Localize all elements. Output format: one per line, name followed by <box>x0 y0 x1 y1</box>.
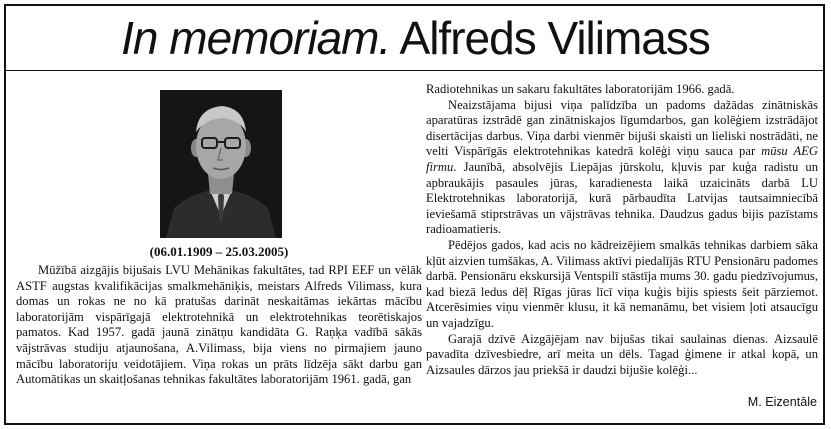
paragraph-text: . Jaunībā, absolvējis Liepājas jūrskolu, kļuvis par kuģa radistu un apbraukājis pasaules jūras, karadienesta laikā uzaicināts darbā LU Elektrotehnikas laboratorijā, kurā pārbaudīta Latvijas tautsaimniecībā ieviešamā stiprstrāvas un vājstrāvas tehnika. Daudzus gadus bijis pazīstams radioamatieris. <box>426 159 818 237</box>
portrait-photo <box>160 90 282 238</box>
article-title <box>0 10 831 66</box>
paragraph: Pēdējos gados, kad acis no kādreizējiem smalkās tehnikas darbiem sāka kļūt aizvien tumšākas, A. Vilimass aktīvi piedalījās RTU Pensionāru padomes darbā. Pensionāru ekskursijā Ventspilī stāstīja mums 30. gadu piedzīvojumus, kad biezā ledus dēļ Rīgas jūras līcī viņa kuģis bijis spiests šeit pārziemot. Atcerēsimies viņu vienmēr klusu, it kā nemanāmu, bet visiem ļoti atsaucīgu un vajadzīgu. <box>426 237 818 330</box>
paragraph <box>426 98 818 238</box>
life-dates: (06.01.1909 – 25.03.2005) <box>149 244 289 259</box>
paragraph: Radiotehnikas un sakaru fakultātes laboratorijām 1966. gadā. <box>426 82 735 96</box>
left-column <box>16 263 422 388</box>
author-signature: M. Eizentāle <box>747 395 817 409</box>
title-in-memoriam: In memoriam. <box>121 12 391 64</box>
title-name: Alfreds Vilimass <box>399 12 710 64</box>
title-divider <box>4 70 825 71</box>
paragraph-text: Neaizstājama bijusi viņa palīdzība un padoms dažādas zinātniskās aparatūras izstrādē gan zinātniskajos līgumdarbos, gan kolēģiem izstrādājot disertācijas darbus. Viņa darbi vienmēr bijuši skaisti un lieliski nostrādāti, ne velti Vispārīgās elektrotehnikas katedrā kolēģi viņu sauca par <box>426 97 818 159</box>
paragraph: Mūžībā aizgājis bijušais LVU Mehānikas fakultātes, tad RPI EEF un vēlāk ASTF augstas kvalifikācijas smalkmehāniķis, meistars Alfreds Vilimass, kura domas un rokas ne no kā pratušas darināt neskaitāmas iekārtas mācību laboratorijām vispārīgajā elektrotehnikā un elektrotehnikas teorētiskajos pamatos. Kad 1957. gadā jaunā zinātņu kandidāta G. Raņķa vadībā sākās vājstrāvas studiju atjaunošana, A.Vilimass, bija viens no pirmajiem jauno mācību laboratoriju veidotājiem. Viņa rokas un prāts līdzēja sākt darbu gan Automātikas un skaitļošanas tehnikas fakultātes laboratorijām 1961. gadā, gan <box>16 263 422 387</box>
emphasized-text: mūsu AEG firmu <box>426 144 818 174</box>
right-column <box>426 82 818 378</box>
paragraph: Garajā dzīvē Aizgājējam nav bijušas tikai saulainas dienas. Aizsaulē pavadīta dzīvesbiedre, arī meita un dēls. Tagad ģimene ir atkal kopā, un Aizsaules dārzos jau priekšā ir daudzi bijušie kolēģi... <box>426 331 818 377</box>
portrait-photo-icon <box>160 90 282 238</box>
